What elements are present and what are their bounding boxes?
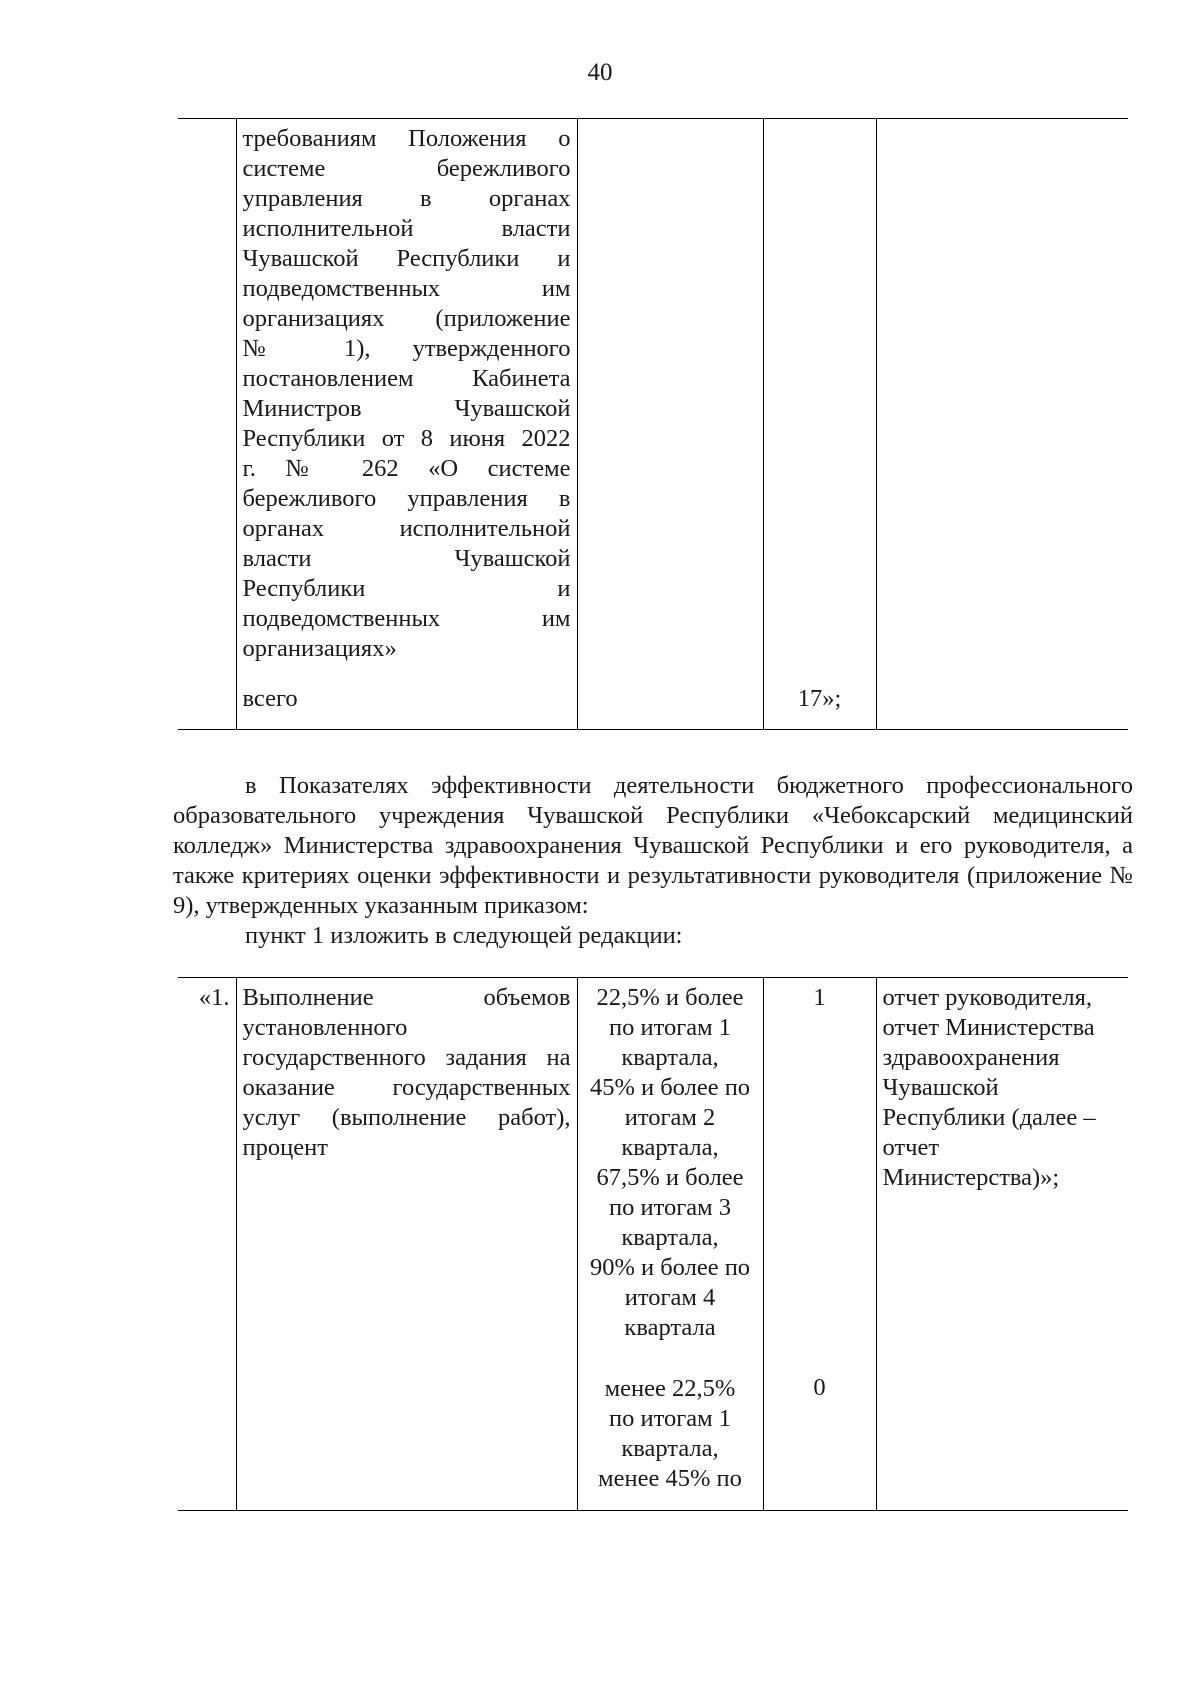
text-line: квартала, bbox=[621, 1224, 719, 1251]
cell-criteria bbox=[577, 669, 763, 730]
text-line: Республики (далее – bbox=[882, 1104, 1096, 1131]
paragraph: пункт 1 изложить в следующей редакции: bbox=[245, 922, 683, 949]
spacer bbox=[584, 1343, 757, 1374]
table-bottom bbox=[178, 977, 1128, 1511]
text-line: органах исполнительной bbox=[242, 515, 571, 542]
text-line: отчет bbox=[882, 1134, 940, 1161]
text-line: менее 45% по bbox=[598, 1465, 742, 1492]
spacer bbox=[770, 1013, 870, 1373]
score-low: 0 bbox=[813, 1374, 826, 1401]
text-line: организациях» bbox=[242, 635, 397, 662]
text-line: 90% и более по bbox=[589, 1254, 751, 1281]
cell-criteria bbox=[577, 119, 763, 670]
table-row-total bbox=[178, 669, 1128, 730]
cell-indicator bbox=[236, 119, 577, 670]
cell-score bbox=[763, 119, 876, 670]
text-line: Выполнение объемов bbox=[242, 984, 571, 1011]
cell-source bbox=[876, 669, 1128, 730]
text-line: итогам 4 bbox=[624, 1284, 716, 1311]
cell-score bbox=[763, 978, 876, 1511]
text-line: менее 22,5% bbox=[604, 1375, 736, 1402]
text-line: по итогам 1 bbox=[608, 1405, 732, 1432]
text-line: квартала bbox=[624, 1314, 716, 1341]
cell-source bbox=[876, 119, 1128, 670]
text-line: подведомственных им bbox=[242, 605, 571, 632]
total-label: всего bbox=[236, 669, 577, 730]
text-line: организациях (приложение bbox=[242, 305, 571, 332]
text-line: государственного задания на bbox=[242, 1044, 571, 1071]
text-line: системе бережливого bbox=[242, 155, 571, 182]
page-number: 40 bbox=[587, 59, 613, 86]
text-line: Республики от 8 июня 2022 bbox=[242, 425, 571, 452]
text-line: 45% и более по bbox=[589, 1074, 751, 1101]
text-line: отчет руководителя, bbox=[882, 984, 1092, 1011]
text-line: управления в органах bbox=[242, 185, 571, 212]
table-row bbox=[178, 119, 1128, 670]
text-line: оказание государственных bbox=[242, 1074, 571, 1101]
text-line: 67,5% и более bbox=[596, 1164, 744, 1191]
text-line: власти Чувашской bbox=[242, 545, 571, 572]
cell-number: «1. bbox=[178, 978, 236, 1511]
text-line: Министерства)»; bbox=[882, 1164, 1060, 1191]
text-line: бережливого управления в bbox=[242, 485, 571, 512]
text-line: квартала, bbox=[621, 1134, 719, 1161]
text-line: процент bbox=[242, 1134, 328, 1161]
cell-source bbox=[876, 978, 1128, 1511]
text-line: Республики и bbox=[242, 575, 571, 602]
text-line: Чувашской bbox=[882, 1074, 999, 1101]
text-line: г. № 262 «О системе bbox=[242, 455, 571, 482]
text-line: постановлением Кабинета bbox=[242, 365, 571, 392]
text-line: по итогам 1 bbox=[608, 1014, 732, 1041]
text-line: квартала, bbox=[621, 1044, 719, 1071]
table-top bbox=[178, 118, 1128, 730]
text-line: № 1), утвержденного bbox=[242, 335, 571, 362]
text-line: здравоохранения bbox=[882, 1044, 1060, 1071]
cell-indicator bbox=[236, 978, 577, 1511]
cell-number bbox=[178, 119, 236, 670]
table-row bbox=[178, 978, 1128, 1511]
score-high: 1 bbox=[813, 984, 826, 1011]
text-line: отчет Министерства bbox=[882, 1014, 1095, 1041]
cell-number bbox=[178, 669, 236, 730]
total-value: 17»; bbox=[763, 669, 876, 730]
text-line: исполнительной власти bbox=[242, 215, 571, 242]
text-line: Министров Чувашской bbox=[242, 395, 571, 422]
text-line: 22,5% и более bbox=[596, 984, 744, 1011]
text-line: по итогам 3 bbox=[608, 1194, 732, 1221]
text-line: требованиям Положения о bbox=[242, 125, 571, 152]
text-line: итогам 2 bbox=[624, 1104, 716, 1131]
text-line: услуг (выполнение работ), bbox=[242, 1104, 571, 1131]
paragraph: в Показателях эффективности деятельности бюджетного профессионального образовательного учреждения Чувашской Республики «Чебоксарский медицинский колледж» Министерства здравоохранения Чувашской Республики и его руководителя, а также критериях оценки эффективности и результативности руководителя (приложение № 9), утвержденных указанным приказом: bbox=[173, 772, 1133, 919]
text-line: подведомственных им bbox=[242, 275, 571, 302]
text-line: квартала, bbox=[621, 1435, 719, 1462]
cell-criteria bbox=[577, 978, 763, 1511]
text-line: установленного bbox=[242, 1014, 408, 1041]
text-line: Чувашской Республики и bbox=[242, 245, 571, 272]
